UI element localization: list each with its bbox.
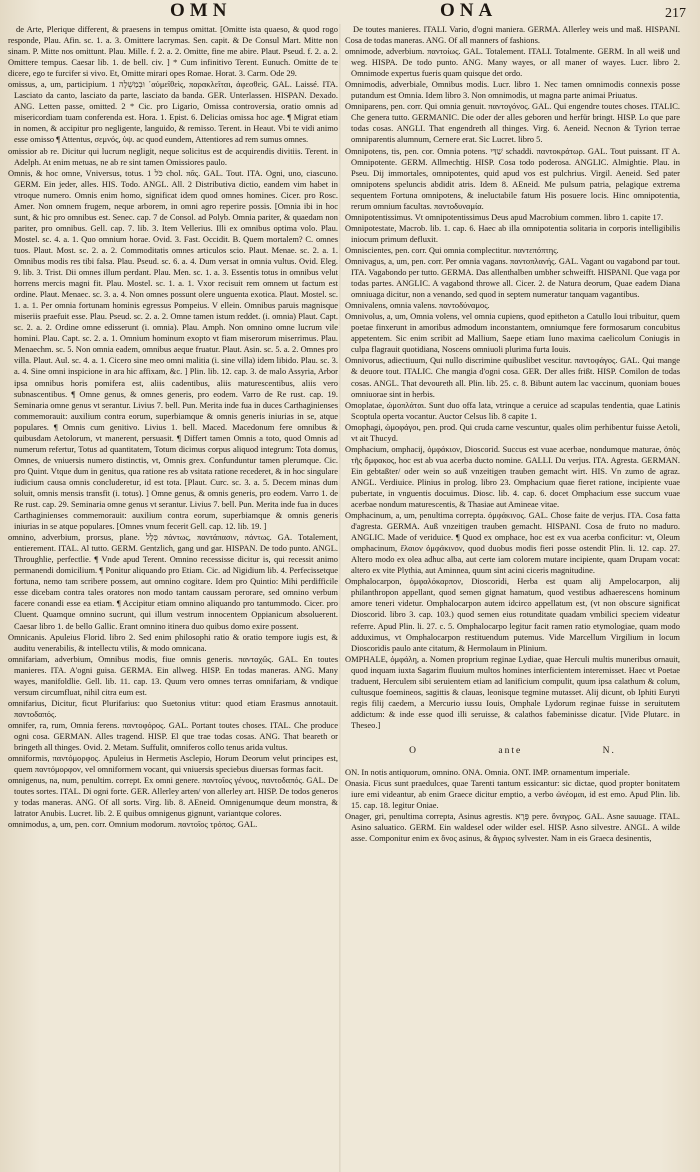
entry-text: omissior ab re. Dicitur qui lucrum negligit, neque solicitus est de acquirendis divitiis. Terent. in Adelph. At enim metuas, ne ab re sint tamen Omissiores paulo. xyxy=(8,145,338,167)
entry-text: Onasia. Ficus sunt praedulces, quae Tarenti tantum essicantur: sic dictae, quod propter bonitatem iure emi videantur, ab enim Graece dicitur emptio, a verbo ὠνέομαι, id est emo. Apud Plin. lib. 15. cap. 18. legitur Oniae. xyxy=(345,778,680,811)
entry-text: Omnipotentissimus. Vt omnipotentissimus Deus apud Macrobium commen. libro 1. capite 17. xyxy=(345,211,664,222)
entry-text: omnifer, ra, rum, Omnia ferens. παντοφόρος. GAL. Portant toutes choses. ITAL. Che produce ogni cosa. GERMAN. Alles tragend. HISP. El que trae todas cosas. ANG. That beareth or bringeth all thinges. Ovid. 2. Metam. Suffulit, omniferos collo tenus arida vultus. xyxy=(8,719,338,753)
entry-text: omnimode, adverbium. παντοίως. GAL. Totalement. ITALI. Totalmente. GERM. In all weiß und weg. HISPA. De todo punto. ANG. Many wayes, or all maner of wayes. Lucr. libro 2. Omnimode expertus fueris quam quisque det ordo. xyxy=(345,46,680,79)
entry-text: omnino, adverbium, prorsus, plane. כְּלָל πάντως, παντάπασιν, πάντως. GA. Totalement, entierement. ITAL. Al tutto. GERM. Gentzlich, gang und gar. HISPAN. De todo punto. ANGL. Throughlie, perfectlie. ¶ Vnde apud Terent. Omnino recessisse dicitur is, qui recessit animo permanendi domicilium. ¶ Ponitur aliquando pro Etiam. Cic. ad Nigidium lib. 4. Perfecissetque fortuna, nemo tam scribere possem, aut omnino cogitare. Idem pro Quintio: Mihi perdifficile esse dicebam contra tales oratores non modo tantam caussam perorare, sed omnino verbum facere conandi esse ea etiam. ¶ Accipitur etiam omnino aliquando pro tantummodo. Cicer. pro Cluent. Quamque omnino sucrunt, qui illum vestrum innocentem Oppianicum absoluerent. Caesar libro 1. de bello Gallic. Erant omnino itinera duo quibus domo exire possent. xyxy=(8,532,338,631)
header-right-word: ONA xyxy=(440,0,498,21)
section-letter: O xyxy=(409,746,419,756)
entry-text: omniformis, παντόμορφος. Apuleius in Hermetis Asclepio, Horum Deorum velut principes est, quem παντόμορφον, vel omniformem vocant, qui vniuersis speciebus diuersas formas facit. xyxy=(8,753,338,775)
entry-text: Omniparens, pen. corr. Qui omnia genuit. παντογόνος. GAL. Qui engendre toutes choses. ITALIC. Che genera tutto. GERMANIC. Die oder der alles geboren und herfür bringt. HISP. Lo que pare todas cosas. ANGLI. That engendreth all thinges. Virg. 6. Aeneid. Necnon & Tyrion terrae omniparentis alumnum, Cernere erat. Sic Lucret. libro 5. xyxy=(345,101,680,145)
running-header xyxy=(0,0,700,24)
entry-text: Omphacium, omphacij, ὀμφάκιον, Dioscorid. Succus est vuae acerbae, nondumque maturae, ὀπὸς τῆς ὄμφακος, hoc est ab vua acerba ducto nomine. GALLI. Du verjus. ITA. Agresta. GERMAN. Ein gebtaßter/ oder wein so auß vnzeitigen trauben gemacht wirt. HIS. Vn zumo de agraz. ANGL. Verdiuice. Plinius in prolog. libro 23. Omphacium quae fieret ratione, incipiente vuae pubertate, in vnguentis docuimus. Diosc. lib. 4. cap. 6. docet Omphacium esse succum vuae acerbae nondum maturescentis, & Thasiae aut Amineae vitae. xyxy=(345,443,680,510)
entry-text: Omniscientes, pen. corr. Qui omnia complectitur. παντεπόπτης. xyxy=(345,244,559,255)
entry-text: de Arte, Plerique different, & praesens in tempus omittat. [Omitte ista quaeso, & quod rogo responde, Plau. Afin. sc. 1. a. 3. Omittere lacrymas. Sen. capit. & De Consul Mart. Mitte non sinam. P. Mitte nos omittunt. Plau. Mille. f. 2. a. 2. Omitte, fine me abire. Plaut. Pseud. f. 2. a. 2. Omittere tempus. Caesar lib. 1. de bell. civ. ] * Cum infinitivo Terent. Eunuch. Omitte de te dicere, ego te furcifer si vivo. Et, Omitte mirari opes Romae. Horat. 3. Carm. Ode 29. xyxy=(8,24,338,79)
entry-text: Omphacinum, a, um, penultima correpta. ὀμφάκινος. GAL. Chose faite de verjus. ITA. Cosa fatta d'agresta. GERMA. Auß vnzeitigen trauben gemacht. HISPANI. Cosa de fruto no maduro. ANGLIC. Made of veriduice. ¶ Quod ex omphace, hoc est ex vua acerba conficitur: vt, Oleum omphacinum, ἔλαιον ὀμφάκινον, quod duobus modis fieri posse ostendit Plin. li. 12. cap. 27. Altero modo ex olea adhuc alba, aut certe iam colorem mutare incipiente, quam Drupam vocat: altero ex vite Plythia, aut Aminnea, quum sint acini ciceris magnitudine. xyxy=(345,510,680,576)
entry-text: De toutes manieres. ITALI. Vario, d'ogni maniera. GERMA. Allerley weis und maß. HISPANI. Cosa de todas maneras. ANG. Of all manners of fashions. xyxy=(345,24,680,46)
entry-text: Omophagi, ὠμοφάγοι, pen. prod. Qui cruda carne vescuntur, quales olim perhibentur fuisse Aetoli, vt ait Thucyd. xyxy=(345,421,680,443)
entry-text: Omnipotestate, Macrob. lib. 1. cap. 6. Haec ab illa omnipotentia solitaria in corporis intelligibilis iniocum primum defluxit. xyxy=(345,222,680,244)
column-gutter xyxy=(339,24,341,1172)
entry-text: Omnivalens, omnia valens. παντοδύναμος. xyxy=(345,300,490,311)
entry-text: omnifariam, adverbium, Omnibus modis, fiue omnis generis. πανταχῶς. GAL. En toutes manieres. ITA. A'ogni guisa. GERMA. Ein allweg. HISP. En todas maneras. ANG. Many wayes, manifoldlie. Gell. lib. 11. cap. 13. Quum vero omnes terras omnifariam, & vndique versum circumfluat, nihil citra eum est. xyxy=(8,653,338,697)
page-number: 217 xyxy=(665,6,686,21)
entry-text: OMPHALE, ὀμφάλη, a. Nomen proprium reginae Lydiae, quae Herculi multis muneribus ornauit, quod inquam iuxta Sagarim fluuium multos homines interficientem interemisset. Haec vt Poetae traduent, Herculem sibi seruientem etiam ad lanificium compulit, quum ipsa calathum & colum, cultusque foemineos, sagittis & clauas, leonisque tegmine mutasset. Alij dicunt, ob Iphiti Euryti regis filij caedem, a Mercurio iussu Iouis, Omphale Lydorum reginae fuisse in seruitutem addictum: & inde esse quod illi seruisse, & calathos fabeminisse dicatur. [Vide Plutarc. in Theseo.] xyxy=(345,653,680,730)
entry-text: Omphalocarpon, ὀμφαλόκαρπον, Dioscoridi, Herba est quam alij Ampelocarpon, alij philanthropon appellant, quod semen gignat hamatum, quod vestibus adhaerescens hominum amore teneri videtur. Omphalocarpon autem idcirco appellatum est, (vt non obscure significat Dioscorid. libro 3. cap. 103.) quod semen eius rotunditate quadam vmbilici speciem videatur referre. Apud Plin. li. 27. c. 5. Omphalocarpo legitur facit ramen ratio etymologiae, quam modo adduximus, vt Omphalocarpon restituendum putemus. Vide Marcellum Virgilium in locum Dioscoridis paulo ante citatum, & Hermolaum in Plinium. xyxy=(345,576,680,653)
entry-text: omnifarius, Dicitur, ficut Plurifarius: quo Suetonius vtitur: quod etiam Erasmus annotauit. παντοδαπός. xyxy=(8,697,338,719)
right-column xyxy=(345,24,680,1168)
entry-text: Onager, gri, penultima correpta, Asinus agrestis. פֶּרֶא pere. ὄναγρος. GAL. Asne sauuage. ITAL. Asino saluatico. GERM. Ein waldesel oder wilder esel. HISP. Asno silvestre. ANGL. A wilde asse. Componitur enim ex ὄνος asinus, & ἄγριος sylvester. Nam in eis Graeca desinentis, xyxy=(345,811,680,844)
entry-text: omissus, a, um, participium. 1 וּבְמַשְׁלָה ᾽αὐμεῖθεὶς, παρακλεῖται, ἀφεσθεὶς. GAL. Laissé. ITA. Lasciato da canto, lasciato da parte, lasciato da banda. GER. Unterlassen. HISPAN. Dexado. ANG. Letten passe, omitted. 2 * Cic. pro Ligario, Omissa controversia, oratio omnis ad misericordiam tuam conferenda est. Hora. 1. Epist. 6. Delicias omissa hoc age. ¶ Migrat etiam in nomen, & accipitur pro negligente, languido, & remisso. Terent. in Heaut. Vbi te vidi animo esse omisso ¶ Attentus, σεμνός, ὑψ. ac quod eundem, Attentiores ad rem sumus omnes. xyxy=(8,79,338,145)
entry-text: Omnivagus, a, um, pen. corr. Per omnia vagans. παντοπλανής. GAL. Vagant ou vagabond par tout. ITA. Vagabondo per tutto. GERMA. Das allenthalben umbher schweifft. HISPANI. Que vaga por todas partes. ANGLIC. A vagabond throwe all. Cicer. 2. de Natura deorum, Quae eadem Diana omniuaga dicitur, non a venando, sed quod in septem numeratur tanquam vagantibus. xyxy=(345,255,680,300)
section-word: ante xyxy=(498,746,523,756)
entry-text: Omnis, & hoc omne, Vniversus, totus. 1 כֹּל chol. πᾶς. GAL. Tout. ITA. Ogni, uno, ciascuno. GERM. Ein jeder, alles. HIS. Todo. ANGL. All. 2 Distributiva dictio, eandem vim habet in vtroque numero. Omnis enim homo, significat idem quod omnes homines. Cicer. pro Rosc. Amer. Non omnem frugem, neque arborem, in omni agro reperire possis. [Omnia ibi in hoc sunt, & hic pro omnibus est. Senec. cap. 7 de Consol. ad Polyb. Omnia pariter, & quaedam non pariter, pro omnibus. Gell. cap. 7. lib. 3. Item Vellerius. Illi ex omnibus optima volo. Plau. Mostel. sc. 4. a. 1. Quo omnium horae. Ovid. 3. Fast. Occidit. B. Quem mortalem? C. omnes tuos. Plaut. Most. sc. 2. a. 2. Commoditatis omnes articulos scio. Plaut. Menae. sc. 2. a. 1. Omnibus modis res tibi falsa. Plau. Pseud. sc. 6. a. 4. Dum versat in omnia vultus. Ovid. Eleg. 9. lib. 3. Trist. Dii omnes illum perdant. Plau. Men. sc. 1. a. 3. Essentis totus in omnibus velut horrens mercis magni fit. Plau. Mostel. sc. 1. a. 1. Vxor recisuit rem omnem ut factum est ordine. Plaut. Menaec. sc. 3. a. 4. Non omnes possunt olere unguenta exotica. Plaut. Mostel. sc. 1. a. 1. Per omnia fortunam hominis egressus Pompeius. V ellein. Omnibus paruis magnisque miseriis praefuit esse. Plau. Pseud. sc. 2. a. 2. Omne tamen istum reddet. (i. omnia) Plaut. Capt. sc. 2. a. 2. Ordine omne edisserunt (i. omnia). Plau. Amph. Non omnino omne lucrum vile homini. Plau. Capt. sc. 2. a. 1. Omnium hominum exopto vt fiam miserorum miserrimus. Plau. Menaechm. sc. 5. Non omnia eadem, omnibus aeque fruatur. Plaut. Asin. sc. 5. a. 2. Omnes pro villa. Plaut. Aul. sc. 4. a. 1. Cicero sine meo omni malitia (i. sine villa) idem libido. Plau. sc. 3. a. 4. Sine omni inspicione in ara hic affixam, &c. ] Plin. lib. 12. cap. 3. de malo Assyria, Arbor ipsa omnibus horis pomifera est, aliis cadentibus, aliis maturescentibus, aliis vero subnascentibus. ¶ Omne genus, & omnes generis, pro eodem. Varro de Re rust. cap. 19. Seminaria omne genus vt serantur. Livius 7. bell. Pun. Merita inde fua in duces Carthaginienses commemorauit: auxilium contra eorum, superbiamque & omnis generis iniurias in se, atque populares. ¶ Omnis cum genitivo. Livius 1. bell. Maced. Macedonum fere omnibus & quibusdam Aetolorum, vt manerent, persuasit. ¶ Differt tamen Omnis a toto, quod Omnis ad numerum refertur, Totus ad quantitatem, Totum dicimus corpus aliquod integrum: Tota domus, Omnes, de vniuersis numero distinctis, vt, Omnis grex. Confunduntur tamen plerumque. Cic. pro Quint. Vtque dum in genitus, qua ratione res ab vsitata ratione recederet, & in hoc singulare iudicium causa omnis concluderetur, id est tota. [Plaut. Curc. sc. 3. a. 5. Decem minas dum soluit, omnis mensis transfit (i. totus). ] Omne genus, & omnis generis, pro eodem. Varro 1. de Re rust. cap. 29. Seminaria omne genus vt serantur. Livius 7. bell. Pun. Merita inde fua in duces Carthaginienses commemorauit: auxilium contra eorum, superbiamque & omnis generis iniurias in se atque populares. [Omnes vnum fecerit Gell. cap. 12. lib. 19. ] xyxy=(8,167,338,532)
section-heading xyxy=(345,745,680,757)
entry-text: ON. In notis antiquorum, omnino. ONA. Omnia. ONT. IMP. ornamentum imperiale. xyxy=(345,767,630,777)
entry-text: omnigenus, na, num, penultim. corrept. Ex omni genere. παντοῖος γένους, παντοδαπός. GAL. De toutes sortes. ITAL. Di ogni forte. GER. Allerley arten/ von allerley art. HISP. De todos generos y todas maneras. ANG. Of all sorts. Virg. lib. 8. AEneid. Omnigenumque deum monstra, & latrator Anubis. Lucret. lib. 2. E quibus omnigenus gignunt, variantque colores. xyxy=(8,775,338,819)
entry-text: Omoplatae, ὠμοπλάται. Sunt duo offa lata, vtrinque a ceruice ad scapulas tendentia, quae Latinis Scoptula operta vocantur. Auctor Celsus lib. 8 capite 1. xyxy=(345,399,680,421)
left-column xyxy=(8,24,338,1168)
section-next: N. xyxy=(602,746,616,756)
entry-text: Omnivolus, a, um, Omnia volens, vel omnia cupiens, quod epitheton a Catullo Ioui tribuitur, quem poetae finxerunt in amoribus admodum inconstantem, omniumque fere formosarum concubitus appetentem. Sic enim scribit ad Mallium, Saepe etiam Iuno maxima caelicolum Coniugis in culpa flagrauit quotidiana, Noscens omniuoli plurima furta Iouis. xyxy=(345,311,680,355)
entry-text: Omnivorus, adiectiuum, Qui nullo discrimine quibuslibet vescitur. παντοφάγος. GAL. Qui mange & deuore tout. ITALIC. Che mangia d'ogni cosa. GER. Der alles frißt. HISP. Comilon de todas cosas. ANGL. That devoureth all. Plin. lib. 25. c. 8. Bibunt autem lac vaccinum, quoniam boues omniuorae sint in herbis. xyxy=(345,355,680,399)
entry-text: omnimodus, a, um, pen. corr. Omnium modorum. παντοῖος τρόπος. GAL. xyxy=(8,819,258,830)
entry-text: Omnicanis. Apuleius Florid. libro 2. Sed enim philosophi ratio & oratio tempore iugis est, & auditu venerabilis, & intellectu vtilis, & modo omnicana. xyxy=(8,631,338,653)
entry-text: Omnimodis, adverbiale, Omnibus modis. Lucr. libro 1. Nec tamen omnimodis connexis posse putandum est Omnia. Idem libro 3. Non omnimodis, ut magna parte animai Priuatus. xyxy=(345,79,680,101)
entry-text: Omnipotens, tis, pen. cor. Omnia potens. שַׁדַּי schaddi. παντοκράτωρ. GAL. Tout puissant. IT A. Omnipotente. GERM. Allmechtig. HISP. Cosa todo poderosa. ANGLIC. Almightie. Plau. in Pseu. Dij immortales, omnipotentes, quid apud vos est pulchrius. Virgil. Aeneid. Sed pater omnipotens speluncis abdidit atris. Idem 8. AEneid. Me pulsum patria, pelagique extrema sequentem Fortuna omnipotens, & ineluctabile fatum His posuere locis. Hinc omnipotentia, rerum omnium facultas. παντοδυναμία. xyxy=(345,145,680,211)
header-left-word: OMN xyxy=(170,0,232,21)
